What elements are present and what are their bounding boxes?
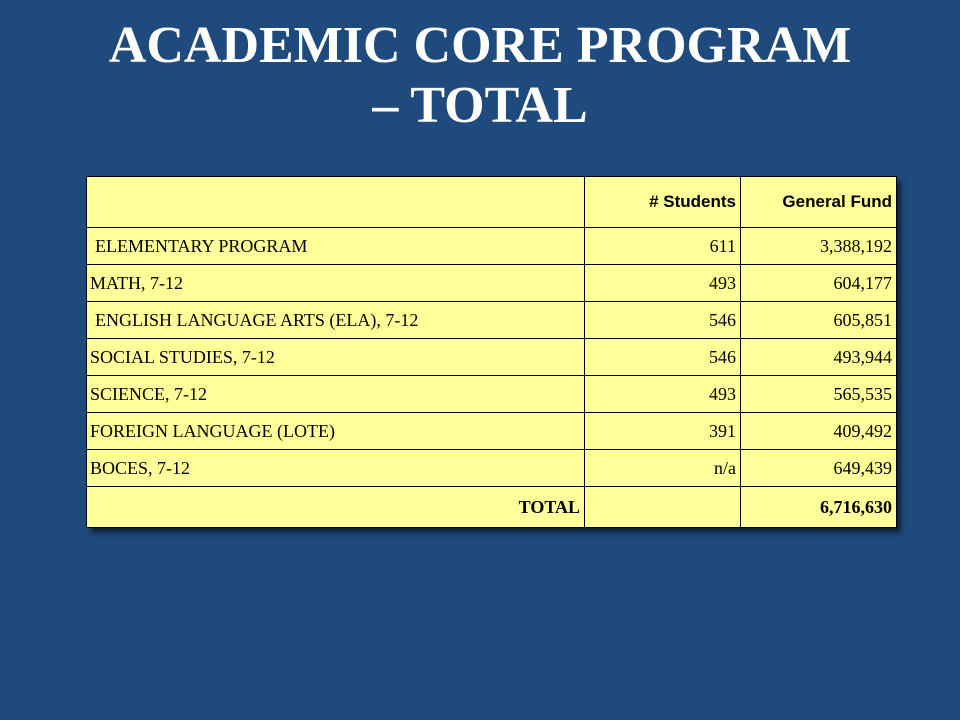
students-value: 493 (585, 376, 741, 413)
total-students-value (585, 487, 741, 528)
program-label: SOCIAL STUDIES, 7-12 (87, 339, 585, 376)
general-fund-value: 3,388,192 (741, 228, 897, 265)
budget-table-container (86, 176, 896, 528)
table-row (87, 339, 897, 376)
header-general-fund: General Fund (741, 177, 897, 228)
general-fund-value: 409,492 (741, 413, 897, 450)
general-fund-value: 493,944 (741, 339, 897, 376)
general-fund-value: 604,177 (741, 265, 897, 302)
header-program (87, 177, 585, 228)
program-label: SCIENCE, 7-12 (87, 376, 585, 413)
students-value: n/a (585, 450, 741, 487)
program-label: BOCES, 7-12 (87, 450, 585, 487)
table-header-row (87, 177, 897, 228)
table-row (87, 413, 897, 450)
students-value: 546 (585, 302, 741, 339)
table-row (87, 265, 897, 302)
general-fund-value: 649,439 (741, 450, 897, 487)
total-row (87, 487, 897, 528)
table-row (87, 228, 897, 265)
title-line-2: – TOTAL (372, 77, 588, 134)
students-value: 611 (585, 228, 741, 265)
students-value: 493 (585, 265, 741, 302)
table-row (87, 450, 897, 487)
total-general-fund-value: 6,716,630 (741, 487, 897, 528)
program-label: MATH, 7-12 (87, 265, 585, 302)
general-fund-value: 565,535 (741, 376, 897, 413)
program-label: FOREIGN LANGUAGE (LOTE) (87, 413, 585, 450)
header-students: # Students (585, 177, 741, 228)
students-value: 546 (585, 339, 741, 376)
slide-title (0, 16, 960, 136)
program-label: ENGLISH LANGUAGE ARTS (ELA), 7-12 (87, 302, 585, 339)
program-label: ELEMENTARY PROGRAM (87, 228, 585, 265)
table-row (87, 376, 897, 413)
budget-table (86, 176, 897, 528)
title-line-1: ACADEMIC CORE PROGRAM (108, 17, 852, 74)
students-value: 391 (585, 413, 741, 450)
total-label: TOTAL (87, 487, 585, 528)
general-fund-value: 605,851 (741, 302, 897, 339)
table-row (87, 302, 897, 339)
